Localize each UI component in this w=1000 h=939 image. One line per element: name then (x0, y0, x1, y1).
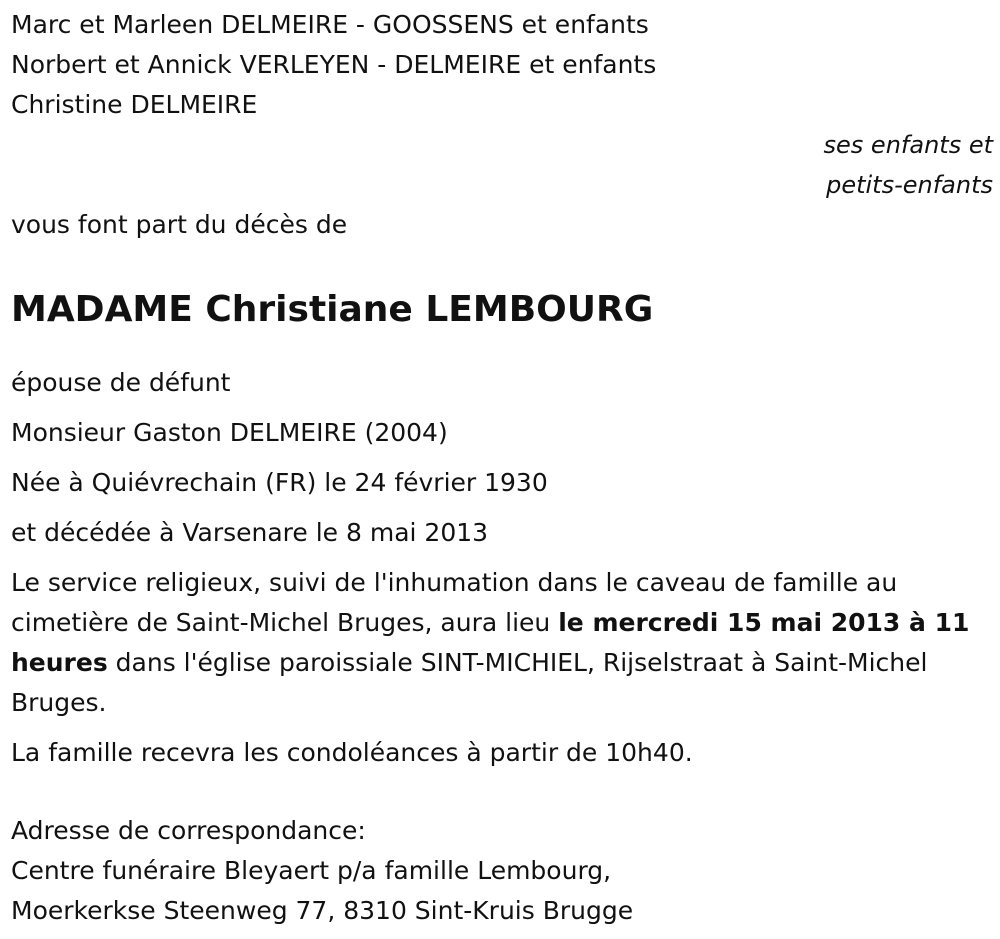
spouse-name: Monsieur Gaston DELMEIRE (2004) (11, 418, 448, 447)
deceased-name: MADAME Christiane LEMBOURG (11, 289, 654, 330)
address-label: Adresse de correspondance: (11, 816, 366, 845)
family-block (11, 0, 993, 205)
descendants-line-1: ses enfants et (823, 131, 993, 159)
obituary-notice (11, 0, 993, 931)
service-info (11, 563, 993, 723)
birth-info: Née à Quiévrechain (FR) le 24 février 1930 (11, 468, 548, 497)
spouse-label: épouse de défunt (11, 368, 231, 397)
death-info: et décédée à Varsenare le 8 mai 2013 (11, 518, 489, 547)
family-line-1: Marc et Marleen DELMEIRE - GOOSSENS et enfants (11, 10, 649, 39)
service-text-before: Le service religieux, suivi de l'inhumation dans le caveau de famille au cimetière de Saint-Michel Bruges, aura lieu (11, 568, 898, 637)
service-text-after: dans l'église paroissiale SINT-MICHIEL, Rijselstraat à Saint-Michel Bruges. (11, 648, 928, 717)
address-line-1: Centre funéraire Bleyaert p/a famille Lembourg, (11, 856, 612, 885)
family-line-3: Christine DELMEIRE (11, 90, 258, 119)
family-line-2: Norbert et Annick VERLEYEN - DELMEIRE et enfants (11, 50, 657, 79)
spacer (11, 773, 993, 811)
condolences-info: La famille recevra les condoléances à partir de 10h40. (11, 738, 693, 767)
intro-text: vous font part du décès de (11, 210, 348, 239)
service-date-time: le mercredi 15 mai 2013 à 11 heures (11, 608, 970, 677)
address-line-2: Moerkerkse Steenweg 77, 8310 Sint-Kruis Brugge (11, 896, 634, 925)
descendants-line-2: petits-enfants (826, 171, 993, 199)
